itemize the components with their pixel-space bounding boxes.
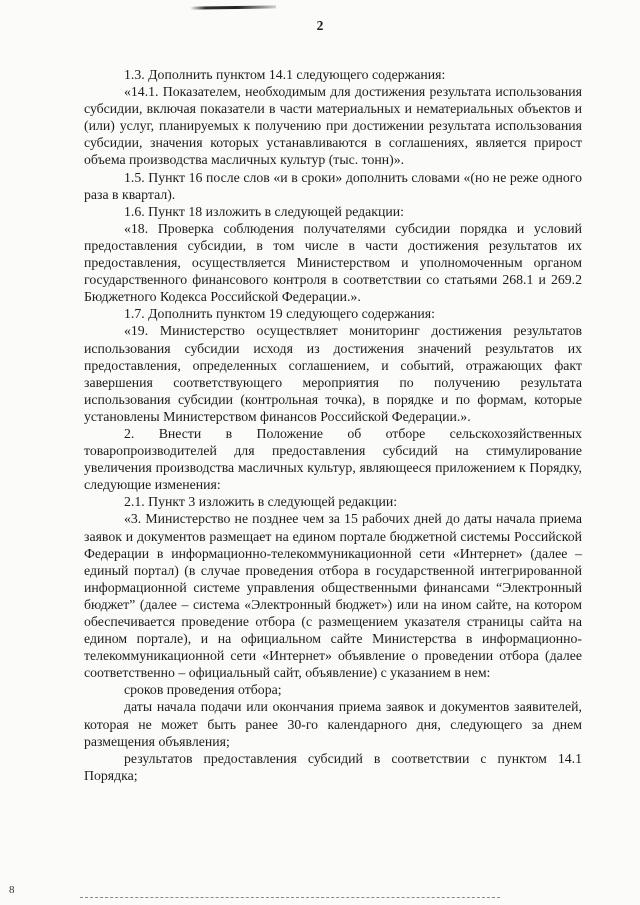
paragraph-14-1-text: «14.1. Показателем, необходимым для достижения результата использования субсидии, включая показатели в части материальных и нематериальных объектов и (или) услуг, планируемых к получению при достижении результата использования субсидии, значения которых устанавливаются в соглашениях, является прирост объема производства масличных культур (тыс. тонн)».: [84, 84, 582, 168]
paragraph-1-5: 1.5. Пункт 16 после слов «и в сроки» дополнить словами «(но не реже одного раза в квартал).: [84, 169, 582, 202]
list-item-results: результатов предоставления субсидий в соответствии с пунктом 14.1 Порядка;: [84, 750, 582, 783]
page-number: 2: [316, 18, 324, 33]
list-item-terms: сроков проведения отбора;: [124, 682, 282, 698]
paragraph-19-text: «19. Министерство осуществляет мониторинг достижения результатов использования субсидии исходя из достижения значений результатов их предоставления, определенных соглашением, и событий, отражающих факт завершения соответствующего мероприятия по получению результата использования субсидии (контрольная точка), в порядке и по формам, которые установлены Министерством финансов Российской Федерации.».: [84, 323, 582, 424]
paragraph-2-1: 2.1. Пункт 3 изложить в следующей редакции:: [124, 494, 398, 510]
paragraph-18-text: «18. Проверка соблюдения получателями субсидии порядка и условий предоставления субсидии, в том числе в части достижения результатов их предоставления, осуществляется Министерством и уполномоченным органом государственного финансового контроля в соответствии со статьями 268.1 и 269.2 Бюджетного Кодекса Российской Федерации.».: [84, 220, 582, 305]
list-item-dates: даты начала подачи или окончания приема заявок и документов заявителей, которая не может быть ранее 30-го календарного дня, следующего за днем размещения объявления;: [84, 699, 582, 749]
bottom-scan-rule: [80, 897, 500, 898]
scan-mark: [190, 5, 276, 9]
paragraph-1-7: 1.7. Дополнить пунктом 19 следующего содержания:: [124, 306, 435, 322]
document-body: [84, 66, 582, 784]
paragraph-2: 2. Внести в Положение об отборе сельскохозяйственных товаропроизводителей для предоставления субсидий на стимулирование увеличения производства масличных культур, являющееся приложением к Порядку, следующие изменения:: [84, 425, 582, 493]
paragraph-1-3: 1.3. Дополнить пунктом 14.1 следующего содержания:: [124, 67, 446, 82]
paragraph-1-6: 1.6. Пункт 18 изложить в следующей редакции:: [124, 203, 404, 219]
stray-mark: 8: [9, 884, 15, 896]
paragraph-3-text: «3. Министерство не позднее чем за 15 рабочих дней до даты начала приема заявок и документов размещает на едином портале бюджетной системы Российской Федерации в информационно-телекоммуникационной сети «Интернет» (далее – единый портал) (в случае проведения отбора в государственной интегрированной информационной системе управления общественными финансами “Электронный бюджет” (далее – система «Электронный бюджет») или на ином сайте, на котором обеспечивается проведение отбора (с размещением указателя страницы сайта на едином портале), и на официальном сайте Министерства в информационно-телекоммуникационной сети «Интернет» объявление о проведении отбора (далее соответственно – официальный сайт, объявление) с указанием в нем:: [84, 511, 582, 681]
